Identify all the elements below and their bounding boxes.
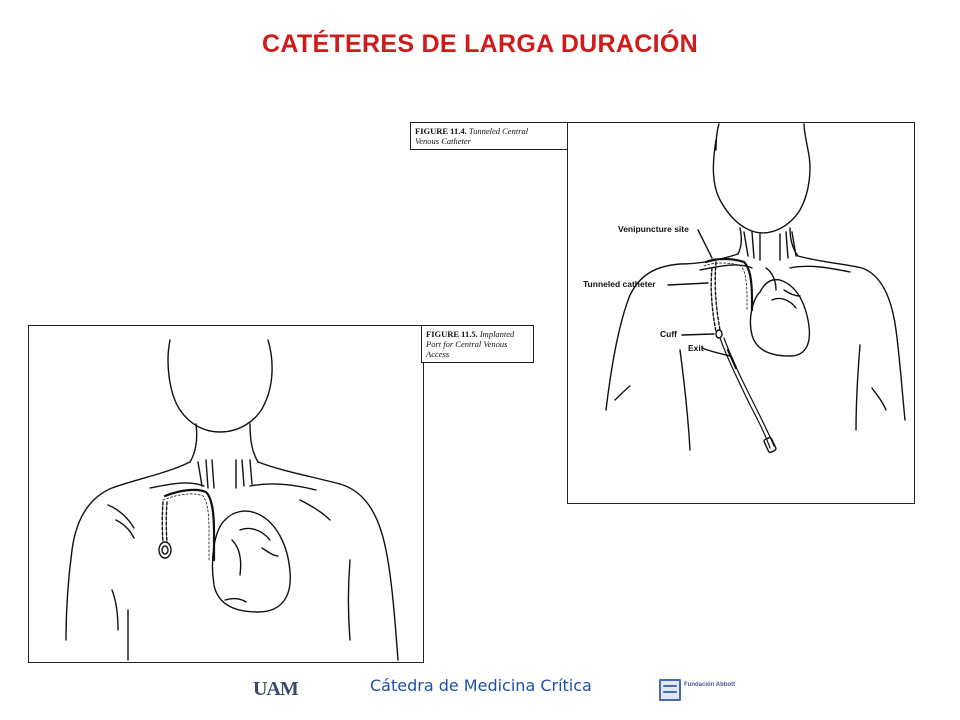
fundacion-abbott-logo bbox=[660, 680, 680, 700]
fundacion-abbott-label: Fundación Abbott bbox=[684, 682, 736, 688]
label-venipuncture-site: Venipuncture site bbox=[618, 224, 689, 234]
label-tunneled-catheter: Tunneled catheter bbox=[583, 279, 656, 289]
caption-title-line3: Access bbox=[426, 349, 450, 359]
caption-number: FIGURE 11.4. bbox=[415, 126, 467, 136]
caption-title-line2: Port for Central Venous bbox=[426, 339, 508, 349]
slide-title: CATÉTERES DE LARGA DURACIÓN bbox=[262, 30, 698, 58]
caption-title-line1: Implanted bbox=[479, 329, 515, 339]
footer-text: Cátedra de Medicina Crítica bbox=[370, 676, 592, 695]
torso-illustration-left bbox=[66, 340, 398, 660]
caption-title-line2: Venous Catheter bbox=[415, 136, 471, 146]
caption-number: FIGURE 11.5. bbox=[426, 329, 478, 339]
caption-title-line1: Tunneled Central bbox=[468, 126, 529, 136]
label-exit: Exit bbox=[688, 343, 704, 353]
uam-logo: UAM bbox=[253, 678, 298, 700]
label-cuff: Cuff bbox=[660, 329, 677, 339]
